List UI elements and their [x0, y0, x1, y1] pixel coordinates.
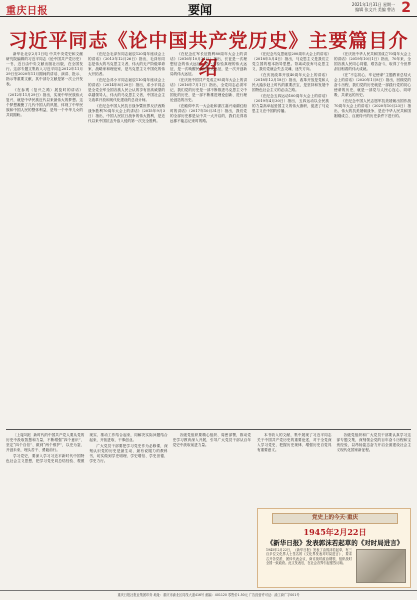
article-paragraph: 《在纪念红军长征胜利80周年大会上的讲话》（2016年10月21日）指出，长征是一次理想信念的伟大远征，是一次检验真理的伟大远征，是一次唤醒民众的伟大远征，是一次开创新局的伟大远征。	[170, 52, 247, 76]
right-paragraph: 各级党组织和广大党员干部要认真学习这部专题文集，深刻领会党的百年奋斗历程和宝贵经验，以昂扬姿态奋力开启全面建设社会主义现代化国家新征程。	[336, 433, 411, 452]
lower-right-article	[257, 433, 411, 505]
article-headline: 习近平同志《论中国共产党历史》主要篇目介绍	[8, 30, 409, 79]
article-paragraph: 《在庆祝改革开放40周年大会上的讲话》（2018年12月18日）指出，改革开放是党和人民大踏步赶上时代的重要法宝，是坚持和发展中国特色社会主义的必由之路。	[252, 73, 329, 92]
lower-paragraph: 广大党员干部要把学习党史作为必修课，深刻认识党的历史是最生动、最有说服力的教科书，切实做到学史明理、学史增信、学史崇德、学史力行。	[89, 444, 168, 463]
page-footer: 重庆日报社报业集团印务 地址：重庆市渝北区同茂大道416号 邮编：401120 零售价1.50元 广告经营许可证：渝工商广字001号	[0, 590, 417, 600]
editor-line: 编辑 张文兴 美编 曾洁	[355, 7, 395, 12]
feature-date: 1945年2月22日	[303, 527, 367, 537]
feature-title: 《新华日报》发表郭沫若起草的《对时局进言》	[266, 539, 404, 547]
section-divider	[6, 429, 411, 430]
date-info	[352, 2, 395, 12]
section-title: 要闻	[188, 3, 213, 17]
feature-banner: 党史上的今天·重庆	[272, 513, 398, 524]
article-paragraph: 《在纪念毛泽东同志诞辰120周年座谈会上的讲话》（2013年12月26日）指出，毛泽东同志是伟大的马克思主义者，伟大的无产阶级革命家、战略家和理论家，是马克思主义中国化的伟大开拓者。	[88, 52, 165, 76]
article-paragraph: 《在纪念邓小平同志诞辰110周年座谈会上的讲话》（2014年8月20日）指出，邓小平同志是全党全军全国各族人民公认的享有崇高威望的卓越领导人，伟大的马克思主义者，中国社会主义改革开放和现代化建设的总设计师。	[88, 78, 165, 102]
article-paragraph: 《在纪念中国人民志愿军抗美援朝出国作战70周年大会上的讲话》（2020年10月23日）指出，伟大的抗美援朝战争，是在中华人民共和国刚刚成立、百废待兴的历史条件下进行的。	[334, 99, 411, 118]
article-paragraph: 《在纪念五四运动100周年大会上的讲话》（2019年4月30日）指出，五四运动以全民族的力量高举起爱国主义的伟大旗帜，促进了马克思主义在中国的传播。	[252, 94, 329, 113]
feature-photo	[356, 549, 406, 583]
feature-body: 1945年2月22日，《新华日报》发表了由郭沫若起草，有三百多位文化界人士签名的《文化界发表对时局进言》，要求召开各党派、团体代表会议，商讨战时政治纲领，组织战时全国一致政府。此文发表后，在社会各界引起强烈反响。	[266, 548, 352, 565]
article-paragraph: 《在“不忘初心、牢记使命”主题教育总结大会上的讲话》（2020年1月8日）指出，回顾党的奋斗历程，我们党的历史就是一部践行党的初心使命的历史，就是一部党与人民心连心、同呼吸、共命运的历史。	[334, 73, 411, 97]
masthead	[0, 0, 417, 17]
article-paragraph: 新华社北京2月1日电 中共中央党史和文献研究院编辑的习近平同志《论中国共产党历史》一书，近日由中央文献出版社出版，在全国发行。这部专题文集收入习近平同志2012年11月29日至2020年11月期间的讲话、演讲、批示、指示等重要文献，其中部分文献是第一次公开发表。	[6, 52, 83, 86]
date-line: 2021年1月31日 星期一	[351, 2, 395, 7]
right-paragraph: 本书收入的文献，集中展现了习近平同志关于中国共产党历史的重要论述，对于全党深入学习党史、把握历史规律、增强历史自觉具有重要意义。	[257, 433, 332, 452]
lower-paragraph: 〔上接1版〕新时代的中国共产党人要从党的历史中汲取智慧和力量，不断增强“四个意识”、坚定“四个自信”、做到“两个维护”，以史为鉴、开创未来，埋头苦干、勇毅前行。	[6, 433, 85, 452]
article-paragraph: 《在纪念马克思诞辰200周年大会上的讲话》（2018年5月4日）指出，马克思主义是我们立党立国的根本指导思想。背离或放弃马克思主义，我们党就会失去灵魂、迷失方向。	[252, 52, 329, 71]
newspaper-logo: 重庆日报	[6, 6, 48, 17]
article-paragraph: 《在纪念中国人民抗日战争暨世界反法西斯战争胜利70周年大会上的讲话》（2015年9月3日）指出，中国人民抗日战争的伟大胜利，是近代以来中国抗击外敌入侵的第一次完全胜利。	[88, 104, 165, 123]
lower-paragraph: 各级党组织要精心组织、周密部署，推动党史学习教育深入开展，引导广大党员干部从百年党史中汲取前进力量。	[172, 433, 251, 447]
article-paragraph: 《在参观〈复兴之路〉展览时的讲话》（2012年11月29日）指出，实现中华民族伟大复兴，就是中华民族近代以来最伟大的梦想。这个梦想凝聚了几代中国人的夙愿，体现了中华民族和中国人民的整体利益，是每一个中华儿女的共同期盼。	[6, 88, 83, 117]
article-paragraph: 《在庆祝中华人民共和国成立70周年大会上的讲话》（2019年10月1日）指出，70年来，全国各族人民同心同德、艰苦奋斗，取得了令世界刮目相看的伟大成就。	[334, 52, 411, 71]
lower-paragraph: 学习党史，要深入学习习近平新时代中国特色社会主义思想，把学习党史同总结经验、观照现实、推动工作结合起来，同解决实际问题结合起来，开拓进取、干事创业。	[6, 433, 168, 463]
article-body	[6, 52, 411, 427]
history-today-feature	[257, 508, 411, 588]
article-paragraph: 《在庆祝中国共产党成立95周年大会上的讲话》（2016年7月1日）指出，全党同志必须牢记，我们党的历史是一部不断推进马克思主义中国化的历史，是一部不断推进理论创新、进行理论创造的历史。	[170, 78, 247, 102]
article-paragraph: 《在瞻仰中共一大会址和浙江嘉兴南湖红船时的讲话》（2017年10月31日）指出，我们党的全部历史都是从中共一大开启的，我们走得再远都不能忘记来时的路。	[170, 104, 247, 123]
lower-article	[6, 433, 251, 588]
page-number: 2	[401, 0, 411, 16]
